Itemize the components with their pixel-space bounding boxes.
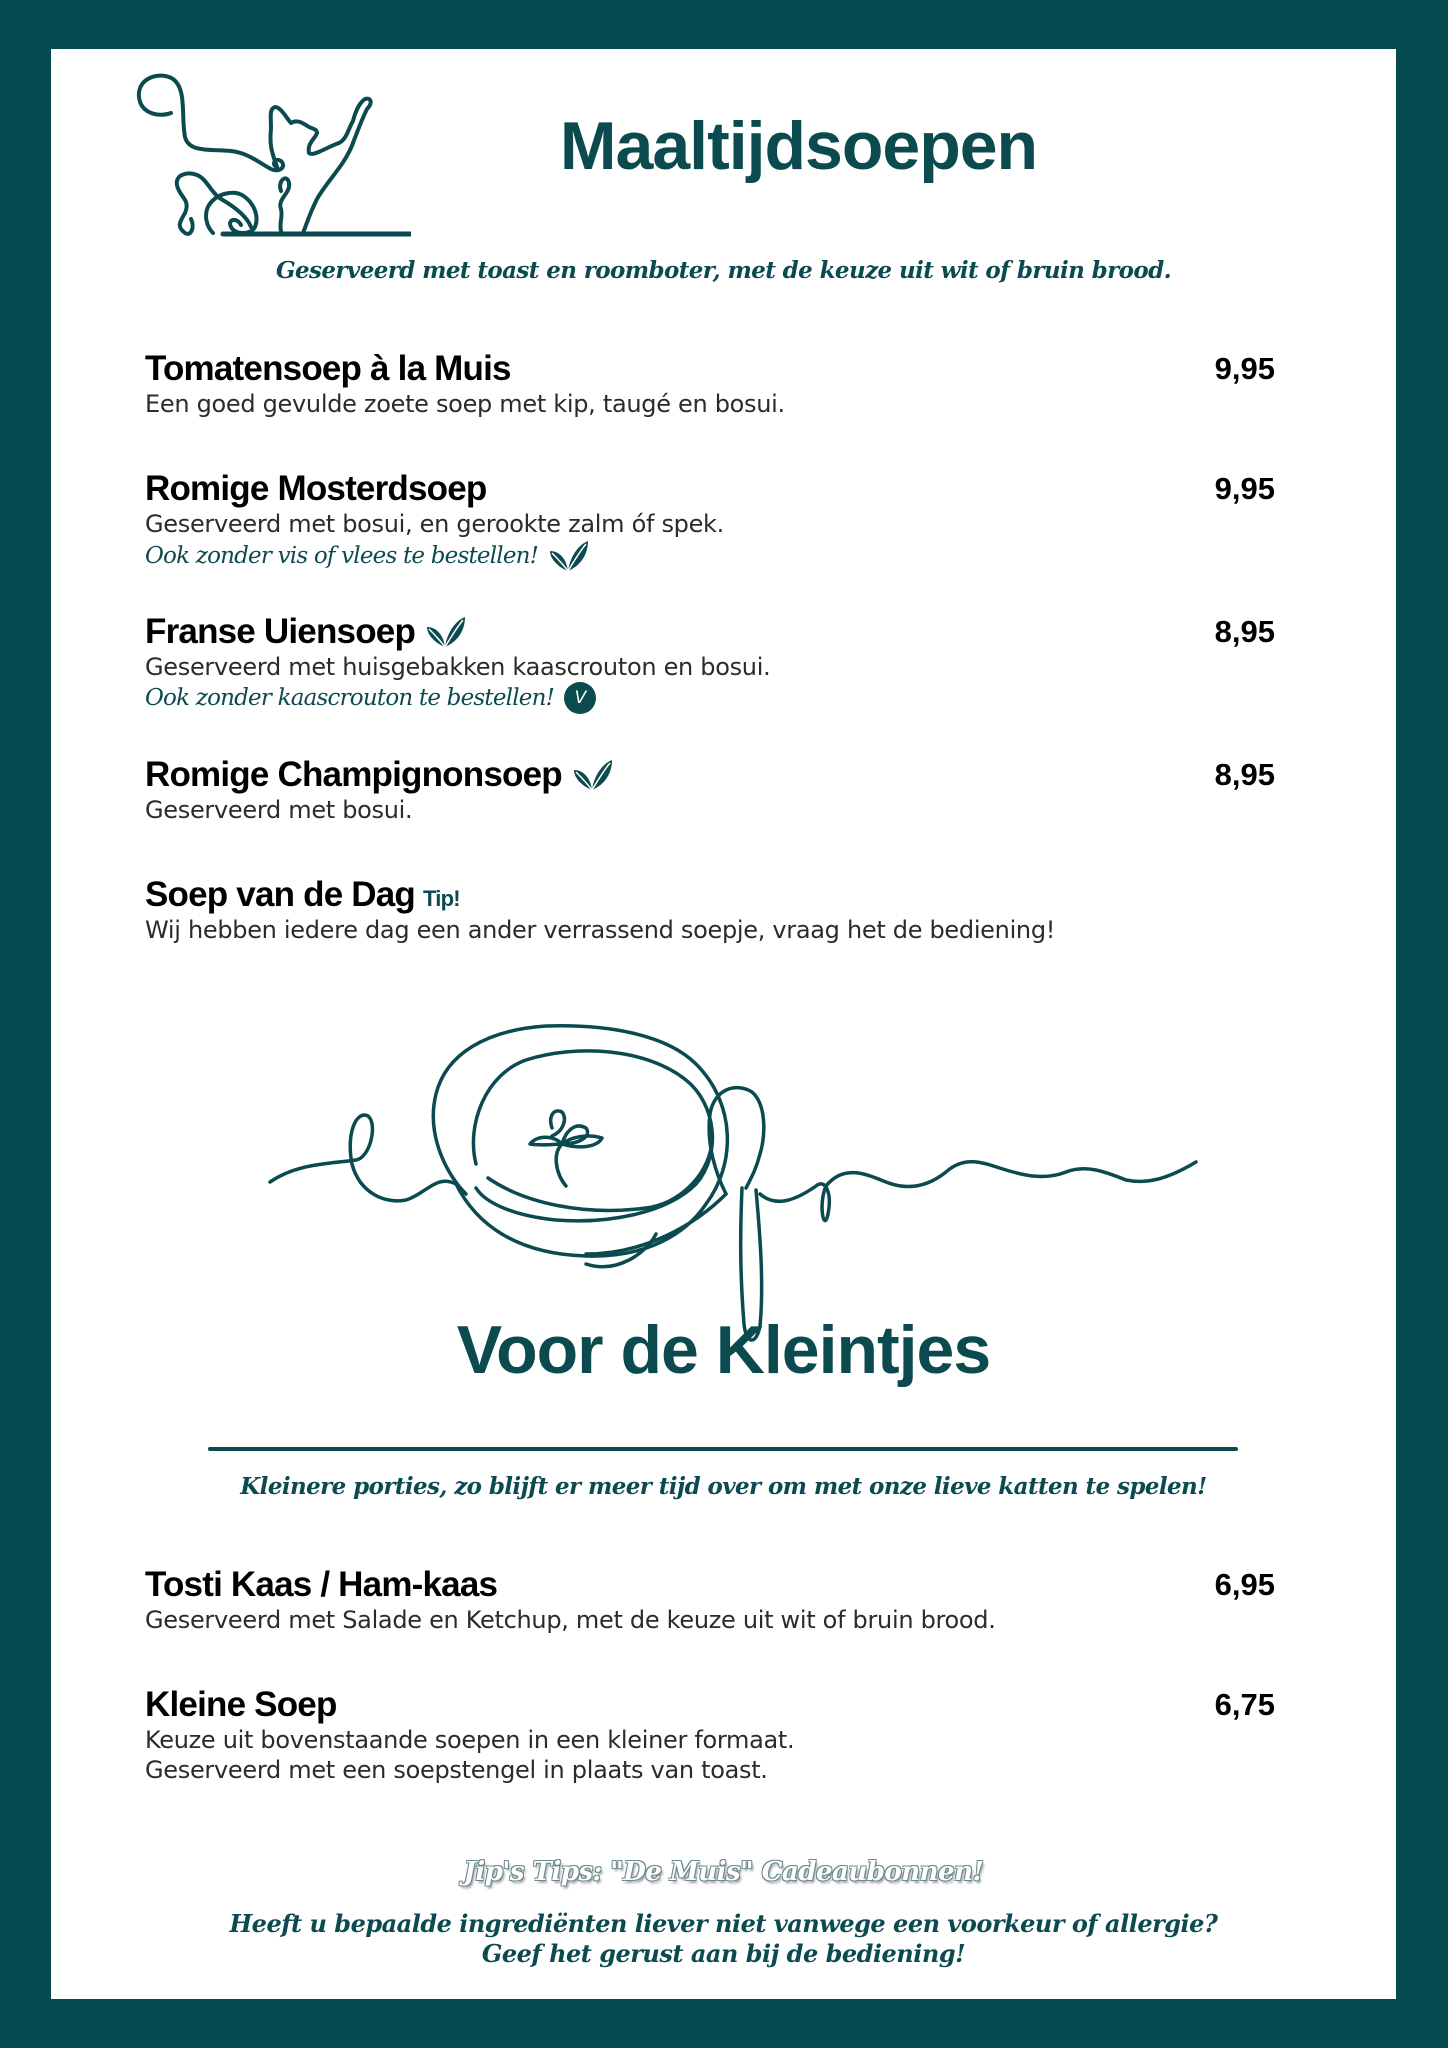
menu-item bbox=[145, 349, 1275, 419]
item-name: Tosti Kaas / Ham-kaas bbox=[145, 1565, 498, 1604]
menu-item bbox=[145, 755, 1275, 825]
item-description: Geserveerd met Salade en Ketchup, met de keuze uit wit of bruin brood. bbox=[145, 1606, 996, 1634]
item-name bbox=[145, 875, 460, 915]
allergy-notice-line1: Heeft u bepaalde ingrediënten liever niet vanwege een voorkeur of allergie? bbox=[229, 1909, 1218, 1938]
item-name-text: Romige Champignonsoep bbox=[145, 755, 562, 794]
menu-page bbox=[51, 49, 1396, 1999]
page-title: Maaltijdsoepen bbox=[559, 108, 1038, 184]
menu-item bbox=[145, 469, 1275, 573]
vegetarian-v-icon: V bbox=[564, 682, 596, 714]
item-price: 9,95 bbox=[1214, 351, 1275, 386]
item-note bbox=[145, 682, 596, 714]
section-title: Voor de Kleintjes bbox=[456, 1312, 991, 1388]
item-name: Tomatensoep à la Muis bbox=[145, 349, 511, 388]
section-divider bbox=[208, 1447, 1238, 1451]
item-name bbox=[145, 755, 614, 795]
gift-card-tip: Jip's Tips: "De Muis" Cadeaubonnen! bbox=[463, 1857, 984, 1887]
item-description: Een goed gevulde zoete soep met kip, taugé en bosui. bbox=[145, 390, 785, 418]
allergy-notice-line2: Geef het gerust aan bij de bediening! bbox=[481, 1939, 966, 1968]
menu-item bbox=[145, 1685, 1275, 1785]
menu-item bbox=[145, 612, 1275, 714]
item-name: Romige Mosterdsoep bbox=[145, 469, 487, 508]
item-price: 6,75 bbox=[1214, 1687, 1275, 1722]
item-price: 8,95 bbox=[1214, 757, 1275, 792]
item-description: Geserveerd met bosui, en gerookte zalm óf spek. bbox=[145, 510, 724, 538]
tip-badge: Tip! bbox=[423, 886, 460, 911]
vegan-leaf-icon bbox=[425, 615, 467, 649]
item-name-text: Soep van de Dag bbox=[145, 875, 416, 914]
section-subtitle: Geserveerd met toast en roomboter, met de keuze uit wit of bruin brood. bbox=[275, 257, 1172, 284]
vegan-leaf-icon bbox=[572, 758, 614, 792]
item-description: Geserveerd met een soepstengel in plaats van toast. bbox=[145, 1756, 768, 1784]
item-description: Geserveerd met huisgebakken kaascrouton en bosui. bbox=[145, 653, 771, 681]
item-description: Geserveerd met bosui. bbox=[145, 796, 413, 824]
vegan-leaf-icon bbox=[548, 539, 590, 573]
item-note-text: Ook zonder vis of vlees te bestellen! bbox=[145, 543, 539, 569]
item-description: Wij hebben iedere dag een ander verrassend soepje, vraag het de bediening! bbox=[145, 916, 1056, 944]
item-name-text: Franse Uiensoep bbox=[145, 612, 416, 651]
menu-item bbox=[145, 1565, 1275, 1635]
item-description: Keuze uit bovenstaande soepen in een kleiner formaat. bbox=[145, 1726, 795, 1754]
item-name bbox=[145, 612, 467, 652]
item-name: Kleine Soep bbox=[145, 1685, 337, 1724]
menu-item bbox=[145, 875, 1275, 945]
item-price: 8,95 bbox=[1214, 614, 1275, 649]
item-note-text: Ook zonder kaascrouton te bestellen! bbox=[145, 685, 555, 711]
item-price: 6,95 bbox=[1214, 1567, 1275, 1602]
item-note bbox=[145, 539, 590, 573]
section-subtitle: Kleinere porties, zo blijft er meer tijd over om met onze lieve katten te spelen! bbox=[240, 1473, 1207, 1500]
item-price: 9,95 bbox=[1214, 471, 1275, 506]
